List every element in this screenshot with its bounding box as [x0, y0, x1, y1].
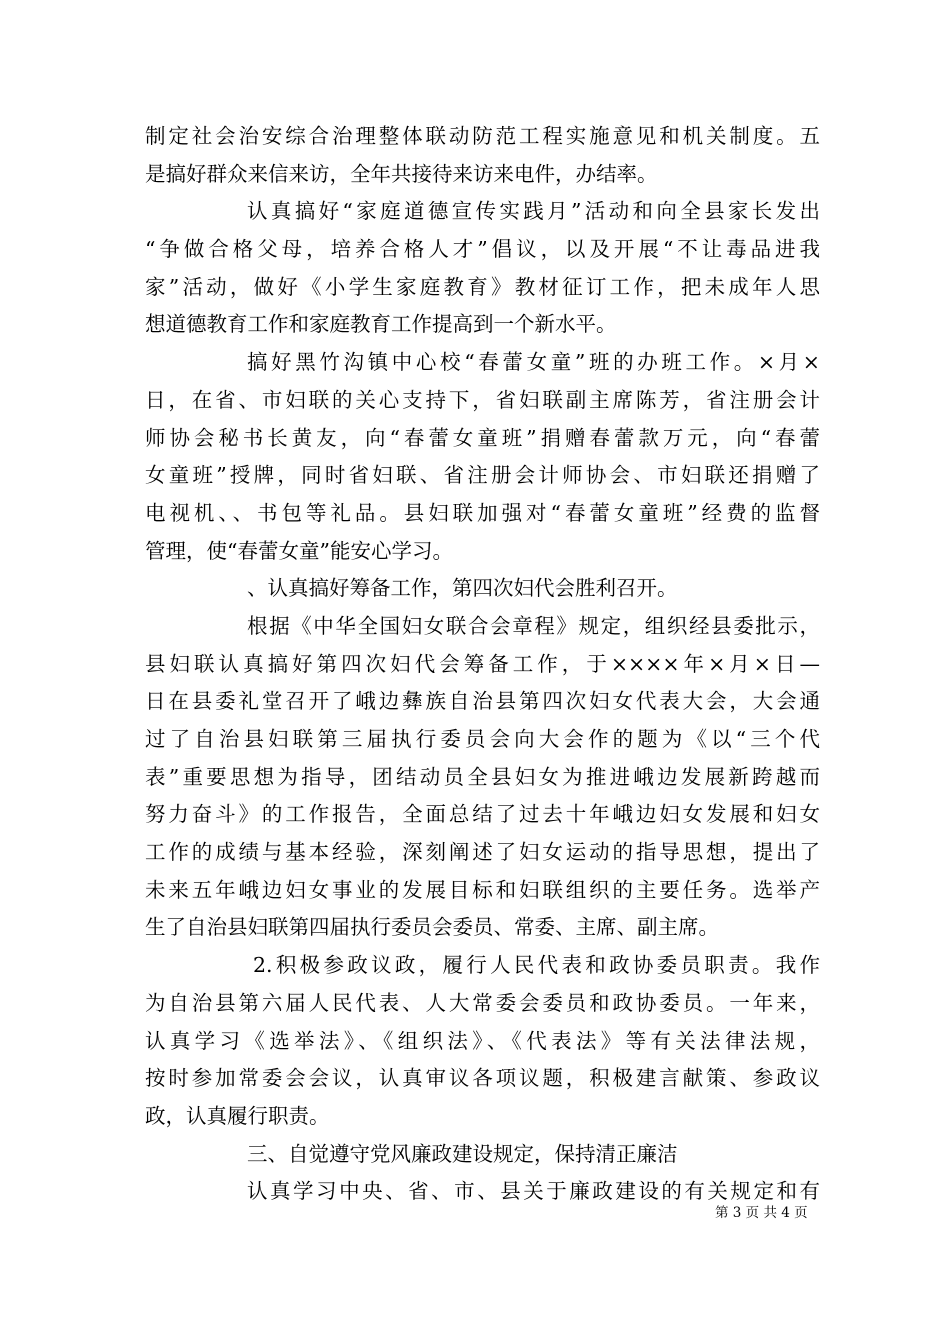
text-line: 电视机、、书包等礼品。县妇联加强对“春蕾女童班”经费的监督	[145, 500, 820, 525]
text-line: 、认真搞好筹备工作，第四次妇代会胜利召开。	[247, 576, 678, 601]
text-line: 管理，使“春蕾女童”能安心学习。	[145, 538, 453, 563]
text-line: 认真搞好“家庭道德宣传实践月”活动和向全县家长发出	[247, 199, 820, 224]
page-number-footer: 第 3 页 共 4 页	[715, 1205, 808, 1221]
text-line: 认真学习中央、省、市、县关于廉政建设的有关规定和有	[247, 1179, 820, 1204]
text-line: 政，认真履行职责。	[145, 1103, 330, 1128]
text-line: 县妇联认真搞好第四次妇代会筹备工作，于××××年×月×日—	[145, 651, 820, 676]
text-line: 2.积极参政议政，履行人民代表和政协委员职责。我作	[253, 953, 820, 978]
text-line: 未来五年峨边妇女事业的发展目标和妇联组织的主要任务。选举产	[145, 877, 820, 902]
text-line: “争做合格父母，培养合格人才”倡议，以及开展“不让毒品进我	[145, 237, 820, 262]
text-line: 认真学习《选举法》、《组织法》、《代表法》等有关法律法规，	[145, 1028, 820, 1053]
text-line: 想道德教育工作和家庭教育工作提高到一个新水平。	[145, 312, 617, 337]
text-line: 努力奋斗》的工作报告，全面总结了过去十年峨边妇女发展和妇女	[145, 802, 820, 827]
text-line: 家”活动，做好《小学生家庭教育》教材征订工作，把未成年人思	[145, 274, 820, 299]
text-line: 师协会秘书长黄友，向“春蕾女童班”捐赠春蕾款万元，向“春蕾	[145, 425, 820, 450]
text-line: 三、自觉遵守党风廉政建设规定，保持清正廉洁	[247, 1141, 678, 1166]
text-line: 日在县委礼堂召开了峨边彝族自治县第四次妇女代表大会，大会通	[145, 689, 820, 714]
text-line: 按时参加常委会会议，认真审议各项议题，积极建言献策、参政议	[145, 1066, 820, 1091]
text-line: 女童班”授牌，同时省妇联、省注册会计师协会、市妇联还捐赠了	[145, 463, 820, 488]
text-line: 生了自治县妇联第四届执行委员会委员、常委、主席、副主席。	[145, 915, 719, 940]
text-line: 制定社会治安综合治理整体联动防范工程实施意见和机关制度。五	[145, 124, 820, 148]
text-line: 过了自治县妇联第三届执行委员会向大会作的题为《以“三个代	[145, 727, 820, 751]
text-line: 根据《中华全国妇女联合会章程》规定，组织经县委批示，	[247, 613, 820, 638]
text-line: 搞好黑竹沟镇中心校“春蕾女童”班的办班工作。×月×	[247, 350, 820, 375]
text-line: 为自治县第六届人民代表、人大常委会委员和政协委员。一年来，	[145, 990, 820, 1015]
document-body	[145, 118, 820, 1211]
text-line: 是搞好群众来信来访，全年共接待来访来电件，办结率。	[145, 161, 658, 186]
text-line: 表”重要思想为指导，团结动员全县妇女为推进峨边发展新跨越而	[145, 764, 820, 789]
text-line: 日，在省、市妇联的关心支持下，省妇联副主席陈芳，省注册会计	[145, 387, 820, 412]
text-line: 工作的成绩与基本经验，深刻阐述了妇女运动的指导思想，提出了	[145, 840, 820, 865]
